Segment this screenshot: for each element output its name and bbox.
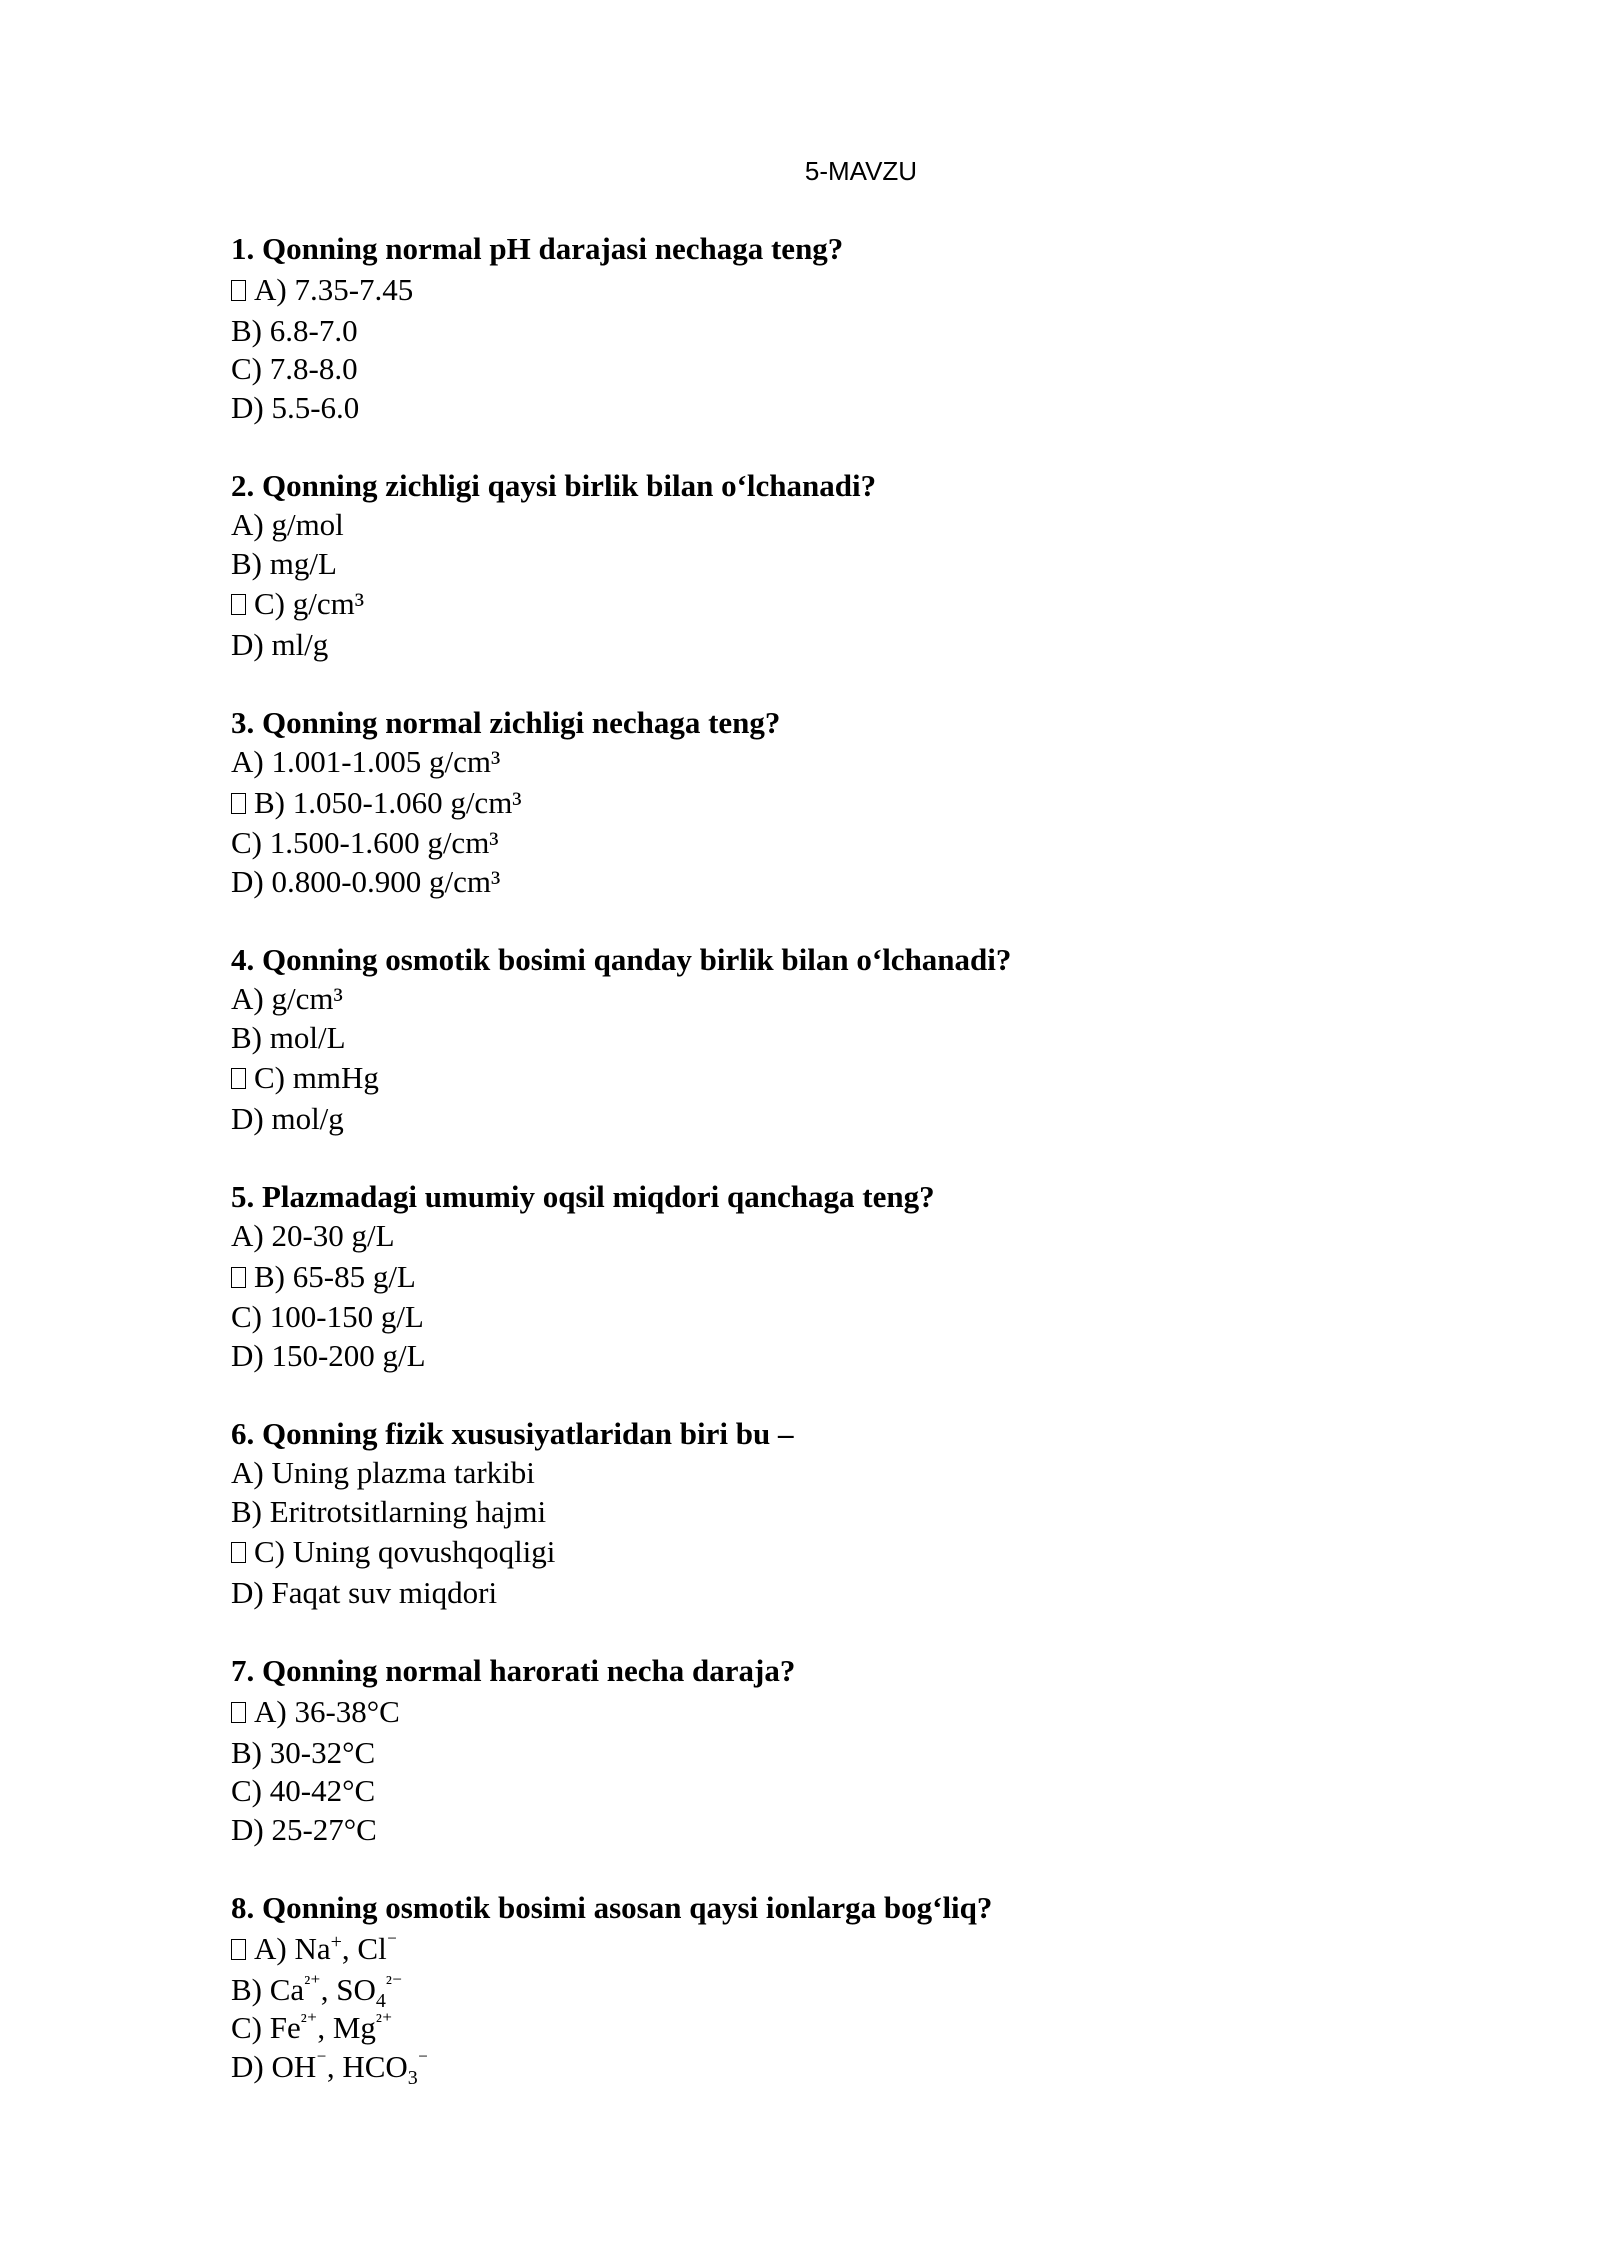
page-header: 5-MAVZU [804, 156, 918, 186]
correct-answer-icon [231, 280, 246, 301]
option-text: , Mg [317, 2010, 376, 2045]
correct-answer-icon [231, 594, 246, 615]
option-text: B) 65-85 g/L [254, 1258, 416, 1294]
option-text: B) 30-32°C [231, 1734, 376, 1770]
option-text: C) Fe [231, 2010, 301, 2045]
option-b [231, 1019, 1431, 1058]
correct-answer-icon [231, 793, 246, 814]
option-text: D) 0.800-0.900 g/cm³ [231, 863, 501, 899]
option-d [231, 1337, 1431, 1376]
option-text: C) 40-42°C [231, 1773, 376, 1808]
option-text: B) Eritrotsitlarning hajmi [231, 1493, 547, 1529]
question-1 [231, 228, 1431, 427]
option-text: B) 6.8-7.0 [231, 312, 358, 348]
option-b [231, 312, 1431, 351]
question-5 [231, 1176, 1431, 1375]
option-c [231, 1533, 1431, 1574]
option-d [231, 626, 1431, 665]
option-d [231, 863, 1431, 902]
question-title: 2. Qonning zichligi qaysi birlik bilan o‘lchanadi? [231, 468, 877, 503]
option-text: C) Uning qovushqoqligi [254, 1534, 556, 1569]
option-a [231, 506, 1431, 545]
option-text: C) mmHg [254, 1060, 379, 1095]
option-b [231, 545, 1431, 584]
correct-answer-icon [231, 1702, 246, 1723]
question-list [231, 228, 1431, 2124]
option-text: A) g/cm³ [231, 981, 343, 1016]
option-text: , HCO [326, 2048, 408, 2084]
option-a [231, 1217, 1431, 1256]
question-title: 4. Qonning osmotik bosimi qanday birlik bilan o‘lchanadi? [231, 942, 1012, 977]
ion-subscript: 3 [407, 2066, 418, 2089]
option-text: C) 7.8-8.0 [231, 351, 358, 386]
option-text: B) mol/L [231, 1019, 346, 1055]
option-text: D) mol/g [231, 1100, 344, 1136]
option-text: B) 1.050-1.060 g/cm³ [254, 784, 522, 820]
question-title: 8. Qonning osmotik bosimi asosan qaysi ionlarga bog‘liq? [231, 1890, 993, 1925]
option-text: D) OH [231, 2048, 317, 2084]
option-c [231, 350, 1431, 389]
question-7 [231, 1650, 1431, 1849]
option-text: A) Uning plazma tarkibi [231, 1455, 535, 1490]
option-text: D) 5.5-6.0 [231, 389, 360, 425]
option-b [231, 784, 1431, 825]
option-b [231, 1971, 1431, 2010]
question-2 [231, 465, 1431, 664]
option-text: A) Na [254, 1931, 331, 1966]
option-a [231, 980, 1431, 1019]
option-text: D) 25-27°C [231, 1811, 377, 1847]
option-c [231, 824, 1431, 863]
option-text: , Cl [341, 1931, 387, 1966]
option-d [231, 1574, 1431, 1613]
question-6 [231, 1413, 1431, 1612]
question-title: 3. Qonning normal zichligi nechaga teng? [231, 705, 781, 740]
ion-charge: ⁻ [417, 2048, 429, 2071]
question-8 [231, 1887, 1431, 2089]
option-c [231, 1772, 1431, 1811]
option-text: B) mg/L [231, 545, 337, 581]
ion-charge: ²⁺ [375, 2010, 393, 2032]
option-text: A) 20-30 g/L [231, 1218, 395, 1253]
option-d [231, 2048, 1431, 2087]
option-text: C) g/cm³ [254, 586, 365, 621]
option-text: A) g/mol [231, 507, 344, 542]
option-d [231, 1811, 1431, 1850]
option-text: B) Ca [231, 1971, 305, 2007]
question-title: 7. Qonning normal harorati necha daraja? [231, 1653, 796, 1688]
option-b [231, 1493, 1431, 1532]
option-text: A) 1.001-1.005 g/cm³ [231, 744, 501, 779]
question-title: 1. Qonning normal pH darajasi nechaga teng? [231, 231, 844, 266]
option-text: C) 1.500-1.600 g/cm³ [231, 825, 499, 860]
option-c [231, 1059, 1431, 1100]
ion-charge: ²⁺ [304, 1971, 321, 1994]
option-c [231, 2009, 1431, 2048]
option-text: D) ml/g [231, 626, 329, 662]
option-a [231, 743, 1431, 782]
question-title: 6. Qonning fizik xususiyatlaridan biri bu – [231, 1416, 794, 1451]
ion-charge: + [330, 1931, 342, 1953]
correct-answer-icon [231, 1939, 246, 1960]
ion-charge: ⁻ [316, 2048, 327, 2071]
option-text: C) 100-150 g/L [231, 1299, 424, 1334]
option-c [231, 1298, 1431, 1337]
ion-charge: ²⁻ [385, 1971, 403, 1994]
option-b [231, 1734, 1431, 1773]
option-d [231, 389, 1431, 428]
question-4 [231, 939, 1431, 1138]
ion-charge: ²⁺ [300, 2010, 318, 2032]
option-a [231, 271, 1431, 312]
option-text: , SO [320, 1971, 376, 2007]
option-text: A) 36-38°C [254, 1694, 400, 1729]
ion-subscript: 4 [375, 1989, 386, 2012]
correct-answer-icon [231, 1542, 246, 1563]
option-text: D) 150-200 g/L [231, 1337, 426, 1373]
option-b [231, 1258, 1431, 1299]
question-3 [231, 702, 1431, 901]
option-d [231, 1100, 1431, 1139]
option-a [231, 1693, 1431, 1734]
option-a [231, 1454, 1431, 1493]
option-a [231, 1930, 1431, 1971]
question-title: 5. Plazmadagi umumiy oqsil miqdori qanchaga teng? [231, 1179, 935, 1214]
option-text: D) Faqat suv miqdori [231, 1574, 498, 1610]
option-c [231, 585, 1431, 626]
option-text: A) 7.35-7.45 [254, 272, 414, 307]
correct-answer-icon [231, 1267, 246, 1288]
ion-charge: ⁻ [386, 1931, 398, 1953]
correct-answer-icon [231, 1068, 246, 1089]
